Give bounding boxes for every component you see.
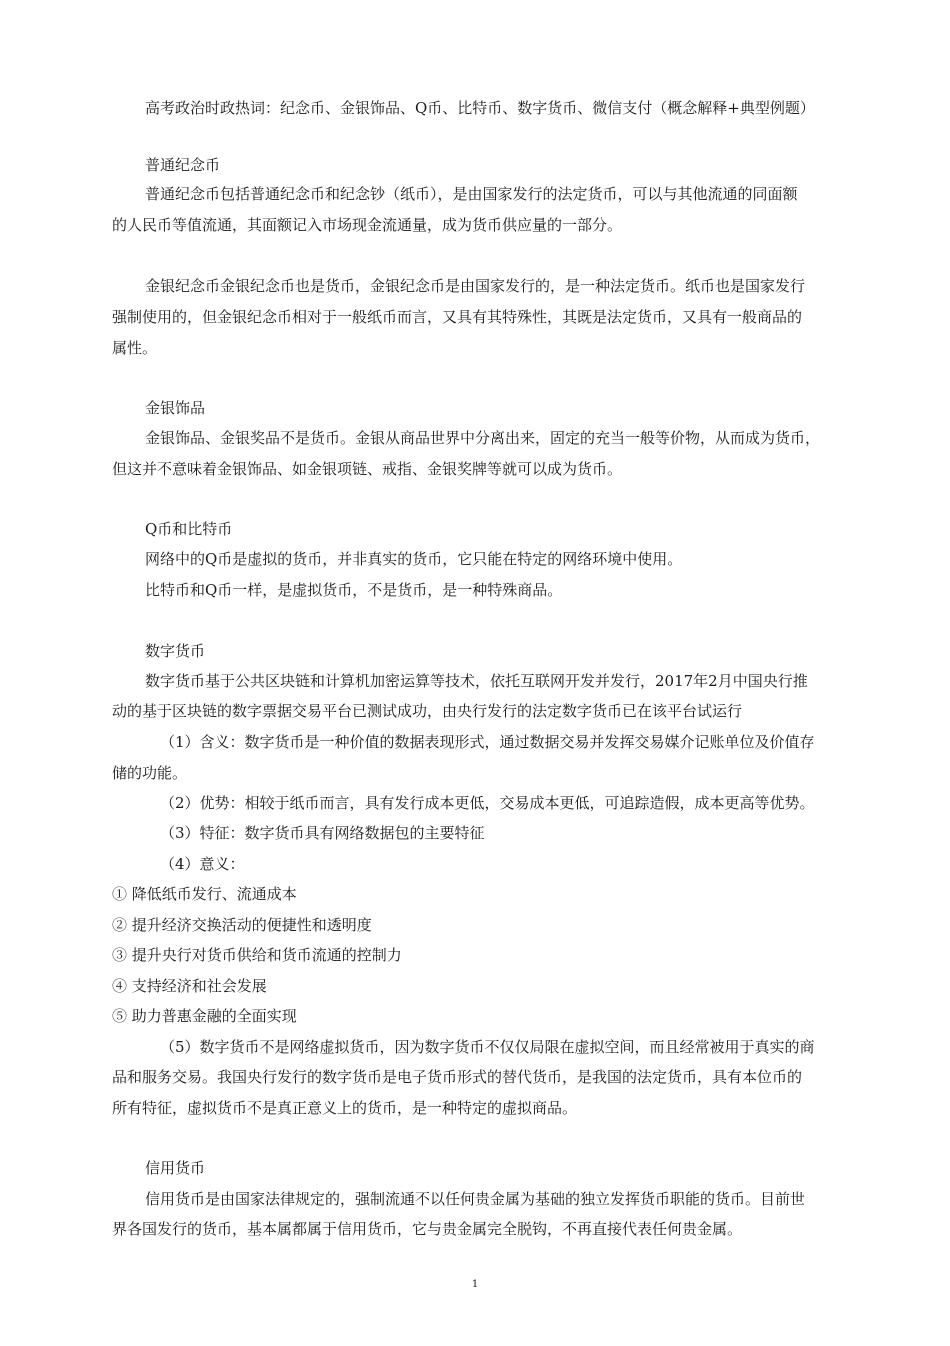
paragraph-line: 但这并不意味着金银饰品、如金银项链、戒指、金银奖牌等就可以成为货币。 <box>112 460 623 478</box>
paragraph-line: （3）特征：数字货币具有网络数据包的主要特征 <box>160 824 485 842</box>
paragraph-line: 比特币和Q币一样，是虚拟货币，不是货币，是一种特殊商品。 <box>145 581 563 599</box>
list-item: ② 提升经济交换活动的便捷性和透明度 <box>112 916 372 934</box>
section-heading-credit-currency: 信用货币 <box>145 1159 206 1177</box>
section-heading-gold-silver-jewelry: 金银饰品 <box>145 399 206 417</box>
list-item: ③ 提升央行对货币供给和货币流通的控制力 <box>112 946 402 964</box>
section-heading-digital-currency: 数字货币 <box>145 642 206 660</box>
page-number: 1 <box>471 1279 479 1290</box>
paragraph-line: 界各国发行的货币，基本属都属于信用货币，它与贵金属完全脱钩，不再直接代表任何贵金属。 <box>112 1220 743 1238</box>
paragraph-line: （1）含义：数字货币是一种价值的数据表现形式，通过数据交易并发挥交易媒介记账单位及价值存 <box>160 733 815 751</box>
document-title: 高考政治时政热词：纪念币、金银饰品、Q币、比特币、数字货币、微信支付（概念解释+典型例题） <box>145 99 815 117</box>
paragraph-line: 金银饰品、金银奖品不是货币。金银从商品世界中分离出来，固定的充当一般等价物，从而成为货币， <box>145 429 821 447</box>
paragraph-line: （5）数字货币不是网络虚拟货币，因为数字货币不仅仅局限在虚拟空间，而且经常被用于真实的商 <box>160 1038 815 1056</box>
list-item: ⑤ 助力普惠金融的全面实现 <box>112 1007 297 1025</box>
paragraph-line: 普通纪念币包括普通纪念币和纪念钞（纸币），是由国家发行的法定货币，可以与其他流通的同面额 <box>145 185 798 203</box>
paragraph-line: 品和服务交易。我国央行发行的数字货币是电子货币形式的替代货币，是我国的法定货币，具有本位币的 <box>112 1068 803 1086</box>
paragraph-line: 数字货币基于公共区块链和计算机加密运算等技术，依托互联网开发并发行，2017年2月中国央行推 <box>145 672 808 690</box>
section-heading-commemorative-coin: 普通纪念币 <box>145 156 221 174</box>
paragraph-line: 储的功能。 <box>112 764 188 782</box>
paragraph-line: 属性。 <box>112 339 158 357</box>
list-item: ④ 支持经济和社会发展 <box>112 977 267 995</box>
paragraph-line: 所有特征，虚拟货币不是真正意义上的货币，是一种特定的虚拟商品。 <box>112 1099 578 1117</box>
paragraph-line: 强制使用的，但金银纪念币相对于一般纸币而言，又具有其特殊性，其既是法定货币，又具有一般商品的 <box>112 308 803 326</box>
paragraph-line: 的人民币等值流通，其面额记入市场现金流通量，成为货币供应量的一部分。 <box>112 216 623 234</box>
paragraph-line: （4）意义： <box>160 855 245 873</box>
list-item: ① 降低纸币发行、流通成本 <box>112 885 297 903</box>
paragraph-line: 动的基于区块链的数字票据交易平台已测试成功，由央行发行的法定数字货币已在该平台试运行 <box>112 702 743 720</box>
paragraph-line: 金银纪念币金银纪念币也是货币，金银纪念币是由国家发行的，是一种法定货币。纸币也是国家发行 <box>145 277 806 295</box>
section-heading-q-coin-bitcoin: Q币和比特币 <box>145 520 233 538</box>
paragraph-line: 信用货币是由国家法律规定的，强制流通不以任何贵金属为基础的独立发挥货币职能的货币。目前世 <box>145 1190 806 1208</box>
paragraph-line: 网络中的Q币是虚拟的货币，并非真实的货币，它只能在特定的网络环境中使用。 <box>145 550 683 568</box>
paragraph-line: （2）优势：相较于纸币而言，具有发行成本更低，交易成本更低，可追踪造假，成本更高等优势。 <box>160 794 815 812</box>
